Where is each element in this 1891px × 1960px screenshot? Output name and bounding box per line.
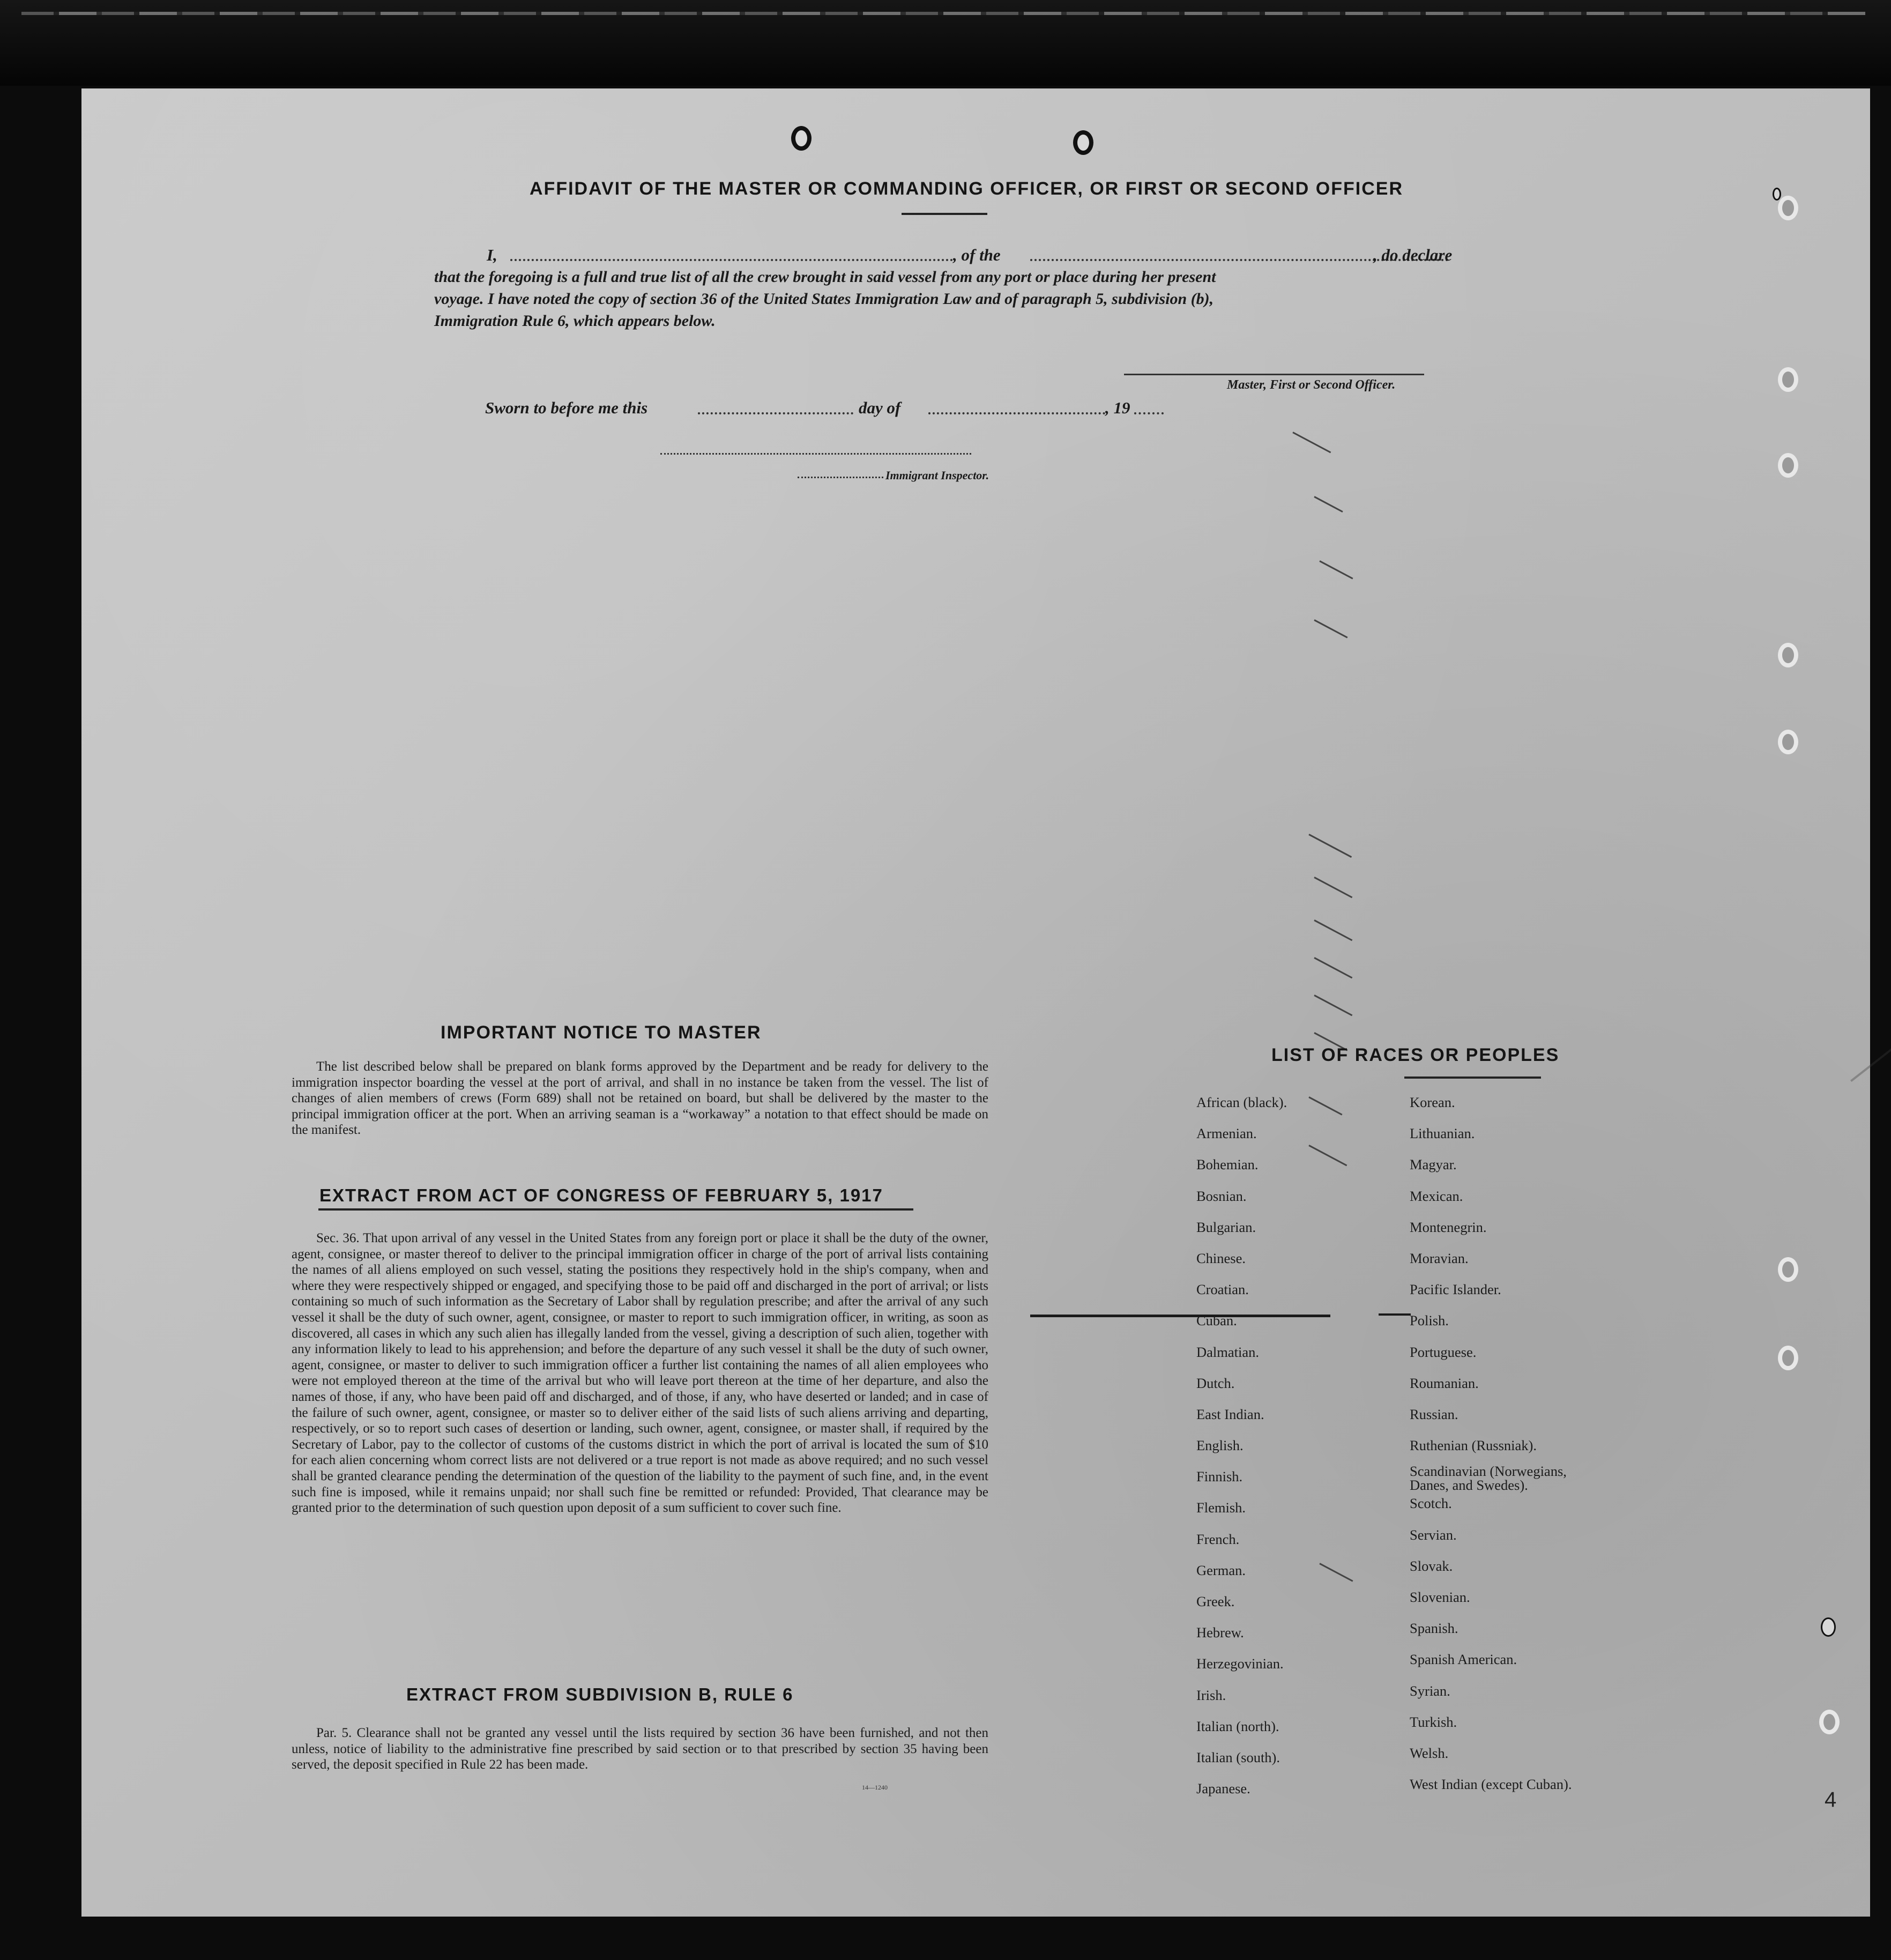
race-entry: Spanish American. (1410, 1651, 1517, 1668)
sworn-year-line[interactable] (1134, 412, 1164, 414)
race-entry: Montenegrin. (1410, 1219, 1487, 1235)
do-declare-label: , do declare (1373, 246, 1453, 264)
race-entry: Slovak. (1410, 1557, 1453, 1574)
notice-body (292, 1059, 988, 1138)
race-entry: Korean. (1410, 1094, 1455, 1110)
race-entry: Spanish. (1410, 1620, 1458, 1637)
race-entry: West Indian (except Cuban). (1410, 1776, 1572, 1793)
punch-hole (1821, 1617, 1836, 1637)
race-entry: Dalmatian. (1196, 1343, 1259, 1360)
race-entry: Welsh. (1410, 1744, 1449, 1761)
tally-mark (1314, 957, 1352, 978)
race-entry: Japanese. (1196, 1780, 1250, 1797)
act-paragraph: Sec. 36. That upon arrival of any vessel in the United States from any foreign port or place it shall be the duty of the owner, agent, consignee, or master thereof to deliver to the principal immigration officer in charge of the port of arrival lists containing the names of all aliens employed on such vessel, stating the positions they respectively hold in the ship's company, when and where they were respectively shipped or engaged, and specifying those to be paid off and discharged in the port of arrival; or lists containing so much of such information as the Secretary of Labor shall by regulation prescribe; and after the arrival of any such vessel it shall be the duty of such owner, agent, consignee, or master to report to such immigration officer, in writing, as soon as discovered, all cases in which any such alien has illegally landed from the vessel, giving a description of such alien, together with any information likely to lead to his apprehension; and before the departure of any such vessel it shall be the duty of such owner, agent, consignee, or master to deliver to such immigration officer a further list containing the names of all alien employees who were not employed thereon at the time of the arrival but who will leave port thereon at the time of her departure, and also the names of those, if any, who have been paid off and discharged, and of those, if any, who have deserted or landed; and in case of the failure of such owner, agent, consignee, or master so to deliver either of the said lists of such aliens arriving and departing, respectively, or so to report such cases of desertion or landing, such owner, agent, consignee, or master shall, if required by the Secretary of Labor, pay to the collector of customs of the customs district in which the port of arrival is located the sum of $10 for each alien concerning whom correct lists are not delivered or a true report is not made as above required; and no such vessel shall be granted clearance pending the determination of the question of the liability to the payment of such fine, and, in the event such fine is imposed, while it remains unpaid; nor shall such fine be remitted or refunded: Provided, That clearance may be granted prior to the determination of such question upon deposit of a sum sufficient to cover such fine. (292, 1231, 988, 1516)
race-entry: Irish. (1196, 1687, 1226, 1703)
race-entry: Roumanian. (1410, 1375, 1479, 1391)
race-entry: Bohemian. (1196, 1156, 1259, 1173)
race-entry: African (black). (1196, 1094, 1287, 1110)
notice-paragraph: The list described below shall be prepared on blank forms approved by the Department and be ready for delivery to the immigration inspector boarding the vessel at the port of arrival, and shall in no instance be taken from the vessel. The list of changes of alien members of crews (Form 689) shall not be retained on board, but shall be delivered by the master to the principal immigration officer at the port. When an arriving seaman is a “workaway” a notation to that effect should be made on the manifest. (292, 1059, 988, 1138)
race-entry: Italian (south). (1196, 1749, 1280, 1765)
race-entry: Greek. (1196, 1593, 1235, 1609)
race-entry: Hebrew. (1196, 1624, 1244, 1641)
film-border (0, 0, 1891, 86)
day-of-label: day of (859, 398, 901, 417)
punch-hole (1778, 730, 1798, 754)
race-entry: East Indian. (1196, 1406, 1264, 1422)
fold-crease (1850, 882, 1891, 1082)
punch-hole (1778, 1257, 1798, 1282)
tally-mark (1308, 834, 1352, 858)
punch-hole (1778, 196, 1798, 220)
act-title: EXTRACT FROM ACT OF CONGRESS OF FEBRUARY 5, 1917 (319, 1185, 883, 1205)
race-entry: Lithuanian. (1410, 1125, 1475, 1142)
redaction-dash (1379, 1313, 1411, 1316)
race-entry: Russian. (1410, 1406, 1458, 1422)
punch-hole (791, 126, 812, 151)
race-entry: Dutch. (1196, 1375, 1235, 1391)
tally-mark (1314, 877, 1352, 898)
punch-hole (1073, 130, 1093, 155)
race-entry: Bosnian. (1196, 1187, 1247, 1204)
race-entry: Italian (north). (1196, 1718, 1279, 1734)
races-left-column (1196, 1094, 1287, 1811)
race-entry: Scandinavian (Norwegians, Danes, and Swedes). (1410, 1463, 1567, 1494)
punch-hole (1778, 643, 1798, 667)
sworn-label: Sworn to before me this (485, 398, 648, 417)
punch-hole (1819, 1710, 1840, 1734)
sworn-month-line[interactable] (928, 412, 1105, 414)
rule-paragraph: Par. 5. Clearance shall not be granted any vessel until the lists required by section 36 have been furnished, and not then unless, notice of liability to the administrative fine prescribed by said section or to that prescribed by section 35 having been served, the deposit specified in Rule 22 has been made. (292, 1726, 988, 1772)
sworn-day-line[interactable] (698, 412, 853, 414)
act-body (292, 1230, 988, 1516)
tally-mark (1308, 1096, 1342, 1116)
race-entry: Polish. (1410, 1312, 1449, 1329)
act-title-underline (318, 1208, 913, 1211)
film-scratch (21, 12, 1865, 15)
race-entry: Flemish. (1196, 1499, 1246, 1516)
of-the-label: , of the (953, 246, 1001, 264)
race-entry: Portuguese. (1410, 1343, 1477, 1360)
name-line[interactable] (510, 259, 953, 261)
year-prefix: , 19 (1105, 398, 1130, 417)
notice-title: IMPORTANT NOTICE TO MASTER (441, 1022, 762, 1043)
form-number: 14—1240 (862, 1784, 888, 1791)
race-entry: Turkish. (1410, 1713, 1457, 1730)
race-entry: Scotch. (1410, 1495, 1452, 1512)
tally-mark (1319, 560, 1353, 580)
rule-title: EXTRACT FROM SUBDIVISION B, RULE 6 (406, 1684, 794, 1704)
race-entry: Cuban. (1196, 1312, 1237, 1329)
statement-line-2: voyage. I have noted the copy of section 36 of the United States Immigration Law and of paragraph 5, subdivision (b), (434, 290, 1214, 308)
race-entry: Magyar. (1410, 1156, 1457, 1173)
race-entry: Bulgarian. (1196, 1219, 1256, 1235)
rule-body (292, 1725, 988, 1773)
race-entry: French. (1196, 1531, 1240, 1547)
races-right-column (1410, 1094, 1603, 1807)
inspector-signature-line[interactable] (660, 453, 971, 455)
title-underline (902, 213, 987, 215)
tally-mark (1314, 619, 1347, 639)
tally-mark (1314, 919, 1352, 941)
race-entry: Croatian. (1196, 1281, 1249, 1298)
margin-mark: 4 (1825, 1788, 1837, 1811)
race-entry: Chinese. (1196, 1250, 1246, 1266)
punch-hole (1778, 1346, 1798, 1370)
race-entry: English. (1196, 1437, 1244, 1454)
signature-caption: Master, First or Second Officer. (1227, 378, 1396, 392)
race-entry: Moravian. (1410, 1250, 1469, 1266)
affidavit-title: AFFIDAVIT OF THE MASTER OR COMMANDING OFFICER, OR FIRST OR SECOND OFFICER (530, 179, 1403, 199)
race-entry: German. (1196, 1562, 1246, 1578)
race-entry: Ruthenian (Russniak). (1410, 1437, 1537, 1454)
race-entry: Finnish. (1196, 1468, 1243, 1485)
inspector-caption: Immigrant Inspector. (885, 469, 989, 482)
races-title: LIST OF RACES OR PEOPLES (1271, 1045, 1560, 1065)
race-entry: Servian. (1410, 1526, 1457, 1543)
signature-line[interactable] (1124, 374, 1424, 375)
race-entry: Herzegovinian. (1196, 1655, 1284, 1672)
tally-mark (1292, 432, 1331, 453)
statement-line-3: Immigration Rule 6, which appears below. (434, 312, 716, 330)
tally-mark (1308, 1145, 1347, 1166)
tally-mark (1314, 994, 1352, 1016)
race-entry: Syrian. (1410, 1682, 1450, 1699)
tally-mark (1319, 1563, 1353, 1582)
tally-mark (1314, 496, 1343, 513)
inspector-dot-lead (798, 477, 883, 478)
races-title-underline (1404, 1076, 1541, 1079)
i-label: I, (487, 246, 497, 264)
statement-line-1: that the foregoing is a full and true list of all the crew brought in said vessel from any port or place during her present (434, 268, 1216, 286)
punch-hole (1778, 367, 1798, 392)
punch-hole (1773, 188, 1781, 201)
race-entry: Pacific Islander. (1410, 1281, 1501, 1298)
race-entry: Armenian. (1196, 1125, 1257, 1142)
form-sheet (81, 88, 1870, 1917)
punch-hole (1778, 453, 1798, 478)
race-entry: Mexican. (1410, 1187, 1463, 1204)
race-entry: Slovenian. (1410, 1589, 1470, 1605)
